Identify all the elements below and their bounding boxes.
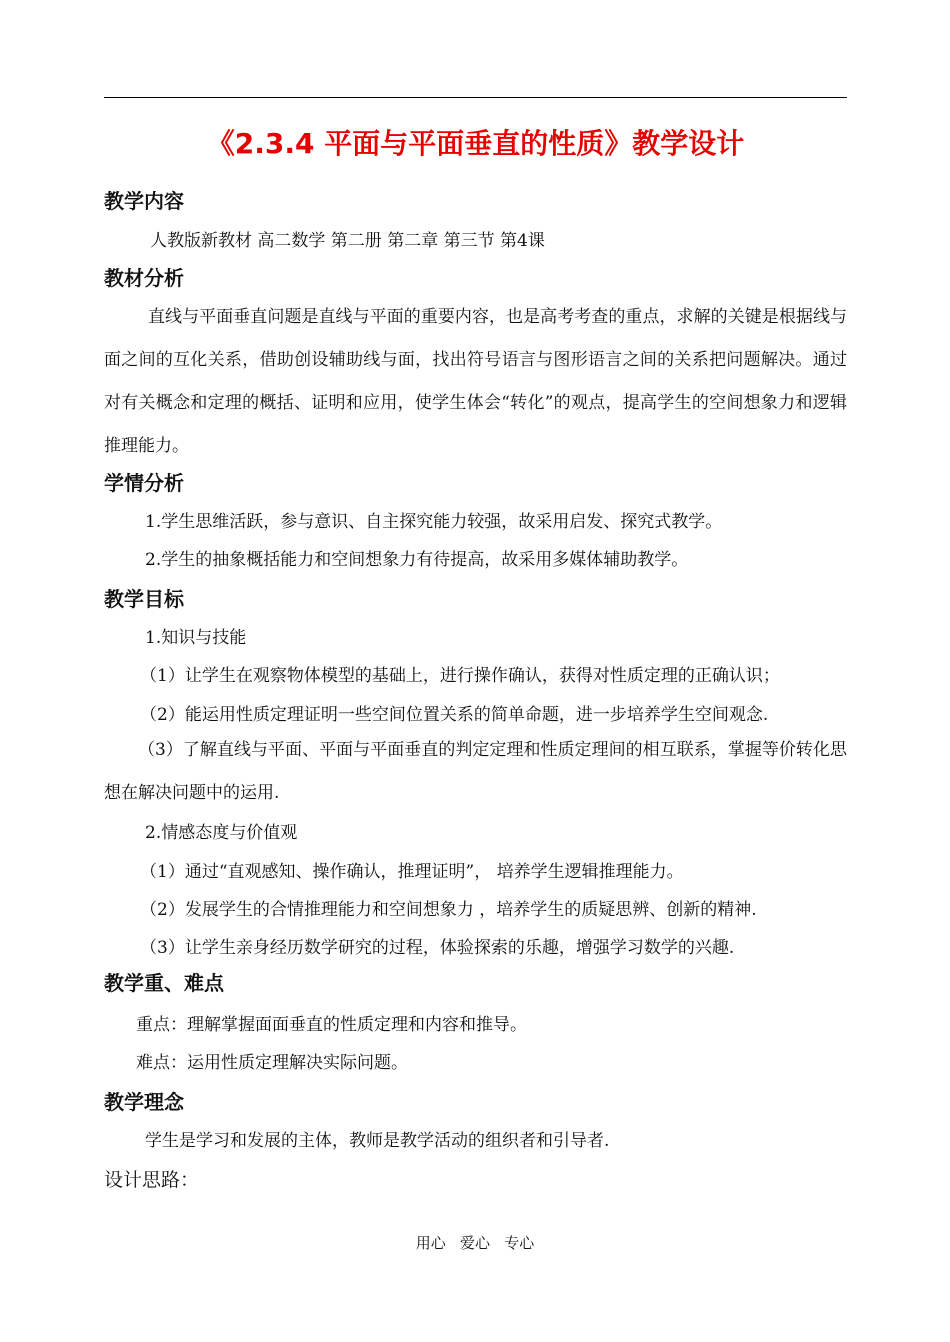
heading-material-analysis: 教材分析 bbox=[104, 266, 184, 290]
heading-teaching-content: 教学内容 bbox=[104, 189, 184, 213]
document-title: 《2.3.4 平面与平面垂直的性质》教学设计 bbox=[206, 127, 745, 160]
teaching-philosophy-text: 学生是学习和发展的主体，教师是教学活动的组织者和引导者. bbox=[145, 1131, 610, 1151]
goals-group-1-item-1: （1）让学生在观察物体模型的基础上，进行操作确认，获得对性质定理的正确认识； bbox=[140, 666, 780, 686]
teaching-content-text: 人教版新教材 高二数学 第二册 第二章 第三节 第4课 bbox=[150, 231, 545, 251]
material-analysis-text: 直线与平面垂直问题是直线与平面的重要内容，也是高考考查的重点，求解的关键是根据线与面之间的互化关系，借助创设辅助线与面，找出符号语言与图形语言之间的关系把问题解决。通过对有关概念和定理的概括、证明和应用，使学生体会“转化”的观点，提高学生的空间想象力和逻辑推理能力。 bbox=[104, 307, 847, 456]
page-footer: 用心 爱心 专心 bbox=[415, 1234, 535, 1252]
goals-group-1-item-2: （2）能运用性质定理证明一些空间位置关系的简单命题，进一步培养学生空间观念. bbox=[140, 705, 769, 725]
goals-group-1-title: 1.知识与技能 bbox=[145, 628, 247, 648]
heading-teaching-goals: 教学目标 bbox=[104, 587, 184, 611]
key-point-text: 重点：理解掌握面面垂直的性质定理和内容和推导。 bbox=[136, 1015, 527, 1035]
heading-key-difficult-points: 教学重、难点 bbox=[104, 971, 224, 995]
heading-student-analysis: 学情分析 bbox=[104, 471, 184, 495]
goals-group-2-item-2: （2）发展学生的合情推理能力和空间想象力 ，培养学生的质疑思辨、创新的精神. bbox=[140, 900, 757, 920]
heading-design-approach: 设计思路： bbox=[104, 1169, 200, 1191]
goals-group-2-item-3: （3）让学生亲身经历数学研究的过程，体验探索的乐趣，增强学习数学的兴趣. bbox=[140, 938, 735, 958]
student-analysis-item-2: 2.学生的抽象概括能力和空间想象力有待提高，故采用多媒体辅助教学。 bbox=[145, 550, 689, 570]
header-rule bbox=[104, 97, 847, 98]
goals-group-1-item-3: （3）了解直线与平面、平面与平面垂直的判定定理和性质定理间的相互联系，掌握等价转化思想在解决问题中的运用. bbox=[104, 740, 847, 803]
goals-group-2-item-1: （1）通过“直观感知、操作确认，推理证明”， 培养学生逻辑推理能力。 bbox=[140, 862, 684, 882]
heading-teaching-philosophy: 教学理念 bbox=[104, 1090, 184, 1114]
goals-group-2-title: 2.情感态度与价值观 bbox=[145, 823, 298, 843]
student-analysis-item-1: 1.学生思维活跃，参与意识、自主探究能力较强，故采用启发、探究式教学。 bbox=[145, 512, 723, 532]
difficult-point-text: 难点：运用性质定理解决实际问题。 bbox=[136, 1053, 408, 1073]
